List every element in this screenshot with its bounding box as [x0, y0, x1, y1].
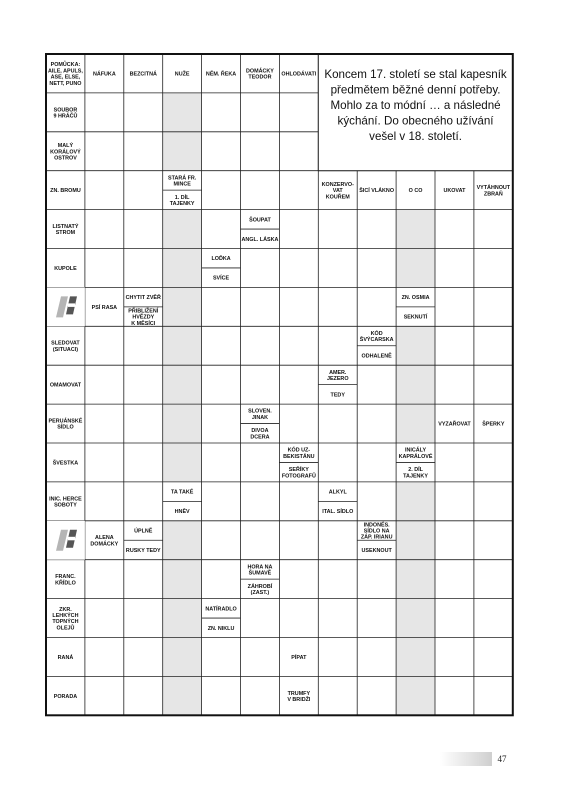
clue-text: ALKYL — [328, 489, 347, 496]
clue-text: ZBRAŇ — [483, 191, 503, 198]
clue-text: INICÁLY — [405, 447, 427, 454]
clue-text: 1. DÍL — [174, 194, 190, 201]
clue-text: JEZERO — [326, 376, 349, 383]
clue-text: ITAL. SÍDLO — [322, 509, 354, 516]
clue-text: VYTÁHNOUT — [476, 185, 511, 192]
clue-text: ZKR. — [59, 606, 72, 613]
clue-text: ODHALENĚ — [361, 353, 392, 360]
clue-text: OSTROV — [54, 155, 77, 162]
secret-line-3: Mohlo za to módní … a následné — [330, 99, 501, 112]
clue-text: CHYTIT ZVĚŘ — [125, 295, 161, 302]
clue-text: HORA NA — [247, 564, 273, 571]
clue-text: OHLODÁVATI — [281, 71, 317, 78]
clue-text: ZÁHROBÍ — [247, 583, 273, 590]
clue-text: DCERA — [250, 434, 270, 441]
clue-text: AILE, APULS, — [48, 68, 83, 75]
clue-text: HVĚZDY — [132, 314, 155, 321]
clue-text: NETT, PUNO — [49, 80, 82, 87]
secret-text-box — [318, 54, 513, 171]
clue-text: MALÝ — [57, 143, 74, 150]
secret-line-2: předmětem běžné denní potřeby. — [330, 83, 501, 97]
shaded-column — [163, 54, 202, 715]
clue-text: ANGL. LÁSKA — [241, 236, 279, 243]
clue-text: UKOVAT — [443, 188, 466, 195]
clue-text: POMŮCKA: — [50, 62, 81, 69]
clue-text: ŠVÝCARSKA — [359, 337, 394, 344]
clue-text: TEODOR — [248, 74, 272, 81]
clue-text: SEKNUTÍ — [403, 314, 428, 321]
clue-text: NATÍRADLO — [205, 606, 237, 613]
clue-text: ŠPERKY — [482, 421, 505, 428]
clue-text: STARÁ FR. — [167, 175, 197, 182]
clue-text: BEKISTÁNU — [283, 453, 315, 460]
clue-text: INDONÉS. — [363, 522, 390, 529]
clue-text: AMER. — [329, 369, 347, 376]
clue-text: PÍPAT — [291, 654, 307, 661]
clue-text: FRANC. — [55, 574, 76, 581]
clue-text: KAPRÁLOVÉ — [398, 453, 433, 460]
clue-text: TA TAKÉ — [170, 489, 194, 496]
clue-text: KUPOLE — [54, 265, 77, 272]
clue-text: STROM — [55, 230, 76, 237]
clue-text: USEKNOUT — [361, 547, 392, 554]
clue-text: TEDY — [330, 392, 345, 399]
clue-text: HNĚV — [174, 509, 190, 516]
clue-text: K MĚSÍCI — [131, 320, 156, 327]
secret-line-1: Koncem 17. století se stal kapesník — [324, 68, 507, 81]
page-number: 47 — [497, 754, 507, 764]
clue-text: ŠOUPAT — [249, 217, 271, 224]
clue-text: PORADA — [53, 693, 78, 700]
clue-text: KORÁLOVÝ — [50, 149, 81, 156]
clue-text: SLEDOVAT — [51, 340, 80, 347]
clue-text: O CO — [408, 188, 423, 195]
clue-text: LEHKÝCH — [52, 612, 79, 619]
clue-text: INIC. HERCE — [49, 496, 82, 503]
clue-text: NÁFUKA — [92, 71, 116, 78]
clue-text: TAJENKY — [169, 200, 195, 207]
clue-text: VAT — [332, 188, 343, 195]
secret-line-4: kýchání. Do obecného užívání — [337, 114, 494, 128]
clue-text: 2. DÍL — [408, 467, 423, 474]
clue-text: VYZAŘOVAT — [438, 421, 471, 428]
clue-text: SEŘÍKY — [288, 467, 309, 474]
clue-text: NĚM. ŘEKA — [205, 71, 237, 78]
clue-text: TRUMFY — [287, 690, 311, 697]
clue-text: DIVOA — [251, 428, 269, 435]
clue-text: V BRIDŽI — [287, 696, 311, 703]
clue-text: (SITUACI) — [52, 346, 79, 353]
clue-text: ZN. BROMU — [50, 188, 81, 195]
clue-text: OLEJŮ — [56, 625, 75, 632]
clue-text: PERUÁNSKÉ — [48, 418, 83, 425]
clue-text: 9 HRÁČŮ — [53, 113, 78, 120]
clue-text: ÚPLNĚ — [134, 528, 153, 535]
clue-text: KONZERVO- — [321, 181, 354, 188]
clue-text: LISTNATÝ — [52, 223, 79, 230]
clue-text: NUŽE — [174, 71, 190, 78]
clue-text: DOMÁCKY — [90, 541, 119, 548]
clue-text: OMAMOVAT — [49, 382, 82, 389]
clue-text: (ZAST.) — [250, 589, 270, 596]
clue-text: ZN. NIKLU — [207, 625, 235, 632]
clue-text: SOBOTY — [54, 502, 77, 509]
clue-text: ŠVESTKA — [52, 460, 79, 467]
clue-text: PŘIBLIŽENÍ — [128, 308, 159, 315]
clue-text: DOMÁCKY — [246, 68, 274, 75]
clue-text: JINAK — [251, 414, 269, 421]
secret-line-5: vešel v 18. století. — [369, 130, 462, 143]
clue-text: MINCE — [173, 181, 191, 188]
clue-text: KÓD UZ- — [287, 447, 311, 454]
clue-text: ALENA — [95, 535, 114, 542]
clue-text: TOPNÝCH — [52, 619, 79, 626]
clue-text: ZN. OSMIA — [401, 295, 430, 302]
clue-text: RUSKY TEDY — [125, 547, 161, 554]
clue-text: RANÁ — [57, 654, 74, 661]
clue-text: SÍDLO NA — [363, 528, 390, 535]
clue-text: KŘÍDLO — [55, 580, 76, 587]
clue-text: BEZCITNÁ — [129, 71, 157, 78]
clue-text: SLOVEN. — [248, 408, 272, 415]
clue-text: TAJENKY — [403, 473, 428, 480]
clue-text: SÍDLO — [57, 424, 74, 431]
clue-text: PSÍ RASA — [91, 304, 118, 311]
clue-text: ŠICÍ VLÁKNO — [359, 188, 395, 195]
clue-text: LOĎKA — [211, 256, 231, 263]
clue-text: ZÁP. IRIANU — [360, 534, 393, 541]
clue-text: SOUBOR — [53, 107, 78, 114]
clue-text: ŠUMAVĚ — [248, 570, 272, 577]
clue-text: ASE, ELSE, — [50, 74, 81, 81]
clue-text: KOUŘEM — [325, 194, 350, 201]
clue-text: FOTOGRAFŮ — [281, 473, 316, 480]
page-number-strip — [440, 752, 492, 766]
clue-text: SVÍCE — [212, 275, 230, 282]
clue-text: KÓD — [370, 330, 383, 337]
